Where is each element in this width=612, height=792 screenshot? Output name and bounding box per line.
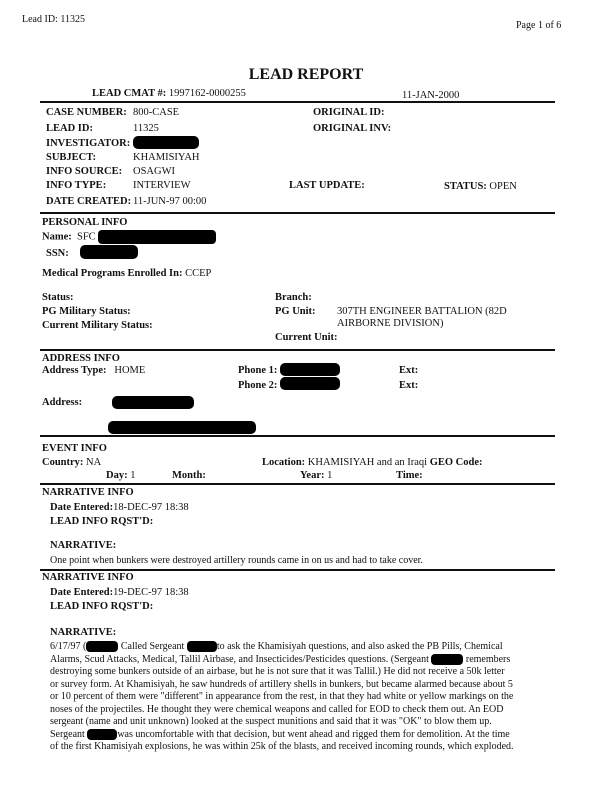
page-title: LEAD REPORT <box>248 66 364 83</box>
redaction <box>108 421 256 434</box>
year: 1 <box>327 470 333 481</box>
location: KHAMISIYAH and an Iraqi <box>307 457 428 468</box>
country-row <box>42 457 101 468</box>
redaction <box>431 654 463 665</box>
narrative-line: of the first Khamisiyah explosions, he was within 25k of the blasts, and received incoming rounds, which exploded. <box>50 741 514 752</box>
ext-1-label: Ext: <box>399 365 419 376</box>
header-lead-id: Lead ID: 11325 <box>22 14 85 25</box>
country-label: Country: <box>42 457 84 468</box>
status-label: Status: <box>42 292 74 303</box>
info-source-label: INFO SOURCE: <box>46 166 123 177</box>
divider <box>40 349 555 351</box>
ssn-label: SSN: <box>46 248 69 259</box>
current-military-status-label: Current Military Status: <box>42 320 153 331</box>
cmat-value: 1997162-0000255 <box>168 88 246 99</box>
event-info-heading: EVENT INFO <box>42 443 107 454</box>
info-type-label: INFO TYPE: <box>46 180 107 191</box>
date-entered-label: Date Entered: <box>50 587 114 598</box>
pg-unit-line-1: 307TH ENGINEER BATTALION (82D <box>337 306 507 317</box>
current-unit-label: Current Unit: <box>275 332 338 343</box>
name-row <box>42 230 216 244</box>
phone-2-label: Phone 2: <box>238 380 278 391</box>
address-info-heading: ADDRESS INFO <box>42 353 120 364</box>
status-label: STATUS: <box>444 181 487 192</box>
redaction <box>98 230 216 244</box>
status-value: OPEN <box>489 181 517 192</box>
date-entered-row <box>50 587 189 598</box>
pg-unit-line-2: AIRBORNE DIVISION) <box>337 318 444 329</box>
investigator-label: INVESTIGATOR: <box>46 138 131 149</box>
medical-label: Medical Programs Enrolled In: <box>42 268 183 279</box>
redaction <box>280 377 340 390</box>
last-update-label: LAST UPDATE: <box>289 180 365 191</box>
narrative-label: NARRATIVE: <box>50 627 117 638</box>
cmat-label: LEAD CMAT #: <box>92 88 167 99</box>
name-label: Name: <box>42 231 72 243</box>
date-created-label: DATE CREATED: <box>46 196 132 207</box>
medical-value: CCEP <box>185 268 212 279</box>
ext-2-label: Ext: <box>399 380 419 391</box>
case-number: 800-CASE <box>133 107 180 118</box>
info-source: OSAGWI <box>133 166 175 177</box>
text: Sergeant <box>50 728 85 740</box>
case-number-label: CASE NUMBER: <box>46 107 127 118</box>
day-row <box>106 470 135 481</box>
name-prefix: SFC <box>77 231 96 243</box>
text: to ask the Khamisiyah questions, and also asked the PB Pills, Chemical <box>216 641 503 652</box>
lead-id-label: LEAD ID: <box>46 123 93 134</box>
country: NA <box>86 457 102 468</box>
date-created: 11-JUN-97 00:00 <box>133 196 207 207</box>
divider <box>40 435 555 437</box>
pg-unit-label: PG Unit: <box>275 306 316 317</box>
status <box>444 181 517 192</box>
divider <box>40 483 555 485</box>
divider <box>40 212 555 214</box>
geo-code-label: GEO Code: <box>429 457 483 468</box>
page-number: Page 1 of 6 <box>516 20 562 31</box>
location-row <box>262 457 483 468</box>
divider <box>40 101 555 103</box>
medical-row <box>42 268 211 279</box>
month-label: Month: <box>172 470 206 481</box>
year-row <box>300 470 332 481</box>
address-label: Address: <box>42 397 83 408</box>
narrative-line <box>50 641 560 654</box>
lead-id: 11325 <box>133 123 159 134</box>
narrative-text <box>50 641 560 754</box>
year-label: Year: <box>300 470 325 481</box>
narrative-line <box>50 654 560 667</box>
text: Called Sergeant <box>120 641 185 652</box>
phone-1-label: Phone 1: <box>238 365 278 376</box>
address-type-label: Address Type: <box>42 365 107 376</box>
date-entered: 19-DEC-97 18:38 <box>113 587 189 598</box>
day: 1 <box>130 470 136 481</box>
narrative-line: sergeant (name and unit unknown) looked at the suspect munitions and said that it was "OK" to blow them up. <box>50 716 492 727</box>
address-type-row <box>42 365 145 376</box>
text: remembers <box>465 653 511 665</box>
subject-label: SUBJECT: <box>46 152 96 163</box>
redaction <box>86 641 118 652</box>
report-date: 11-JAN-2000 <box>402 90 460 101</box>
divider <box>40 569 555 571</box>
redaction <box>112 396 194 409</box>
date-entered-row <box>50 502 189 513</box>
redaction <box>280 363 340 376</box>
narrative-line: destroying some bunkers outside of an airbase, but he is not sure that it was Tallil.) He did not receive a 50k letter <box>50 666 505 677</box>
narrative-line: or 10 percent of them were "different" in appearance from the rest, in that they had white or yellow markings on the <box>50 691 514 702</box>
redaction <box>133 136 199 149</box>
text: 6/17/97 ( <box>50 641 87 652</box>
narrative-text: One point when bunkers were destroyed artillery rounds came in on us and had to take cover. <box>50 555 423 566</box>
text: Alarms, Scud Attacks, Medical, Tallil Airbase, and Insecticides/Pesticides questions. (Sergeant <box>50 653 429 665</box>
text: was uncomfortable with that decision, but went ahead and rigged them for demolition. At the time <box>117 728 510 740</box>
pg-military-status-label: PG Military Status: <box>42 306 131 317</box>
narrative-info-heading: NARRATIVE INFO <box>42 487 134 498</box>
redaction <box>80 245 138 259</box>
lead-info-rqst-label: LEAD INFO RQST'D: <box>50 516 154 527</box>
redaction <box>87 729 117 740</box>
original-inv-label: ORIGINAL INV: <box>313 123 392 134</box>
narrative-line <box>50 729 560 742</box>
location-label: Location: <box>262 457 306 468</box>
narrative-line: noses of the projectiles. He thought they were chemical weapons and called for EOD to check them out. An EOD <box>50 703 504 715</box>
original-id-label: ORIGINAL ID: <box>313 107 385 118</box>
date-entered: 18-DEC-97 18:38 <box>113 502 189 513</box>
narrative-label: NARRATIVE: <box>50 540 117 551</box>
narrative-info-heading: NARRATIVE INFO <box>42 572 134 583</box>
address-type: HOME <box>114 365 146 376</box>
redaction <box>187 641 217 652</box>
info-type: INTERVIEW <box>133 180 191 191</box>
narrative-line: or survey form. At Khamisiyah, he saw hundreds of artillery shells in bunkers, but became alarmed because about 5 <box>50 678 513 690</box>
personal-info-heading: PERSONAL INFO <box>42 217 128 228</box>
date-entered-label: Date Entered: <box>50 502 114 513</box>
lead-info-rqst-label: LEAD INFO RQST'D: <box>50 601 154 612</box>
time-label: Time: <box>396 470 423 481</box>
branch-label: Branch: <box>275 292 312 303</box>
subject: KHAMISIYAH <box>133 152 200 163</box>
cmat <box>92 88 246 99</box>
day-label: Day: <box>106 470 128 481</box>
